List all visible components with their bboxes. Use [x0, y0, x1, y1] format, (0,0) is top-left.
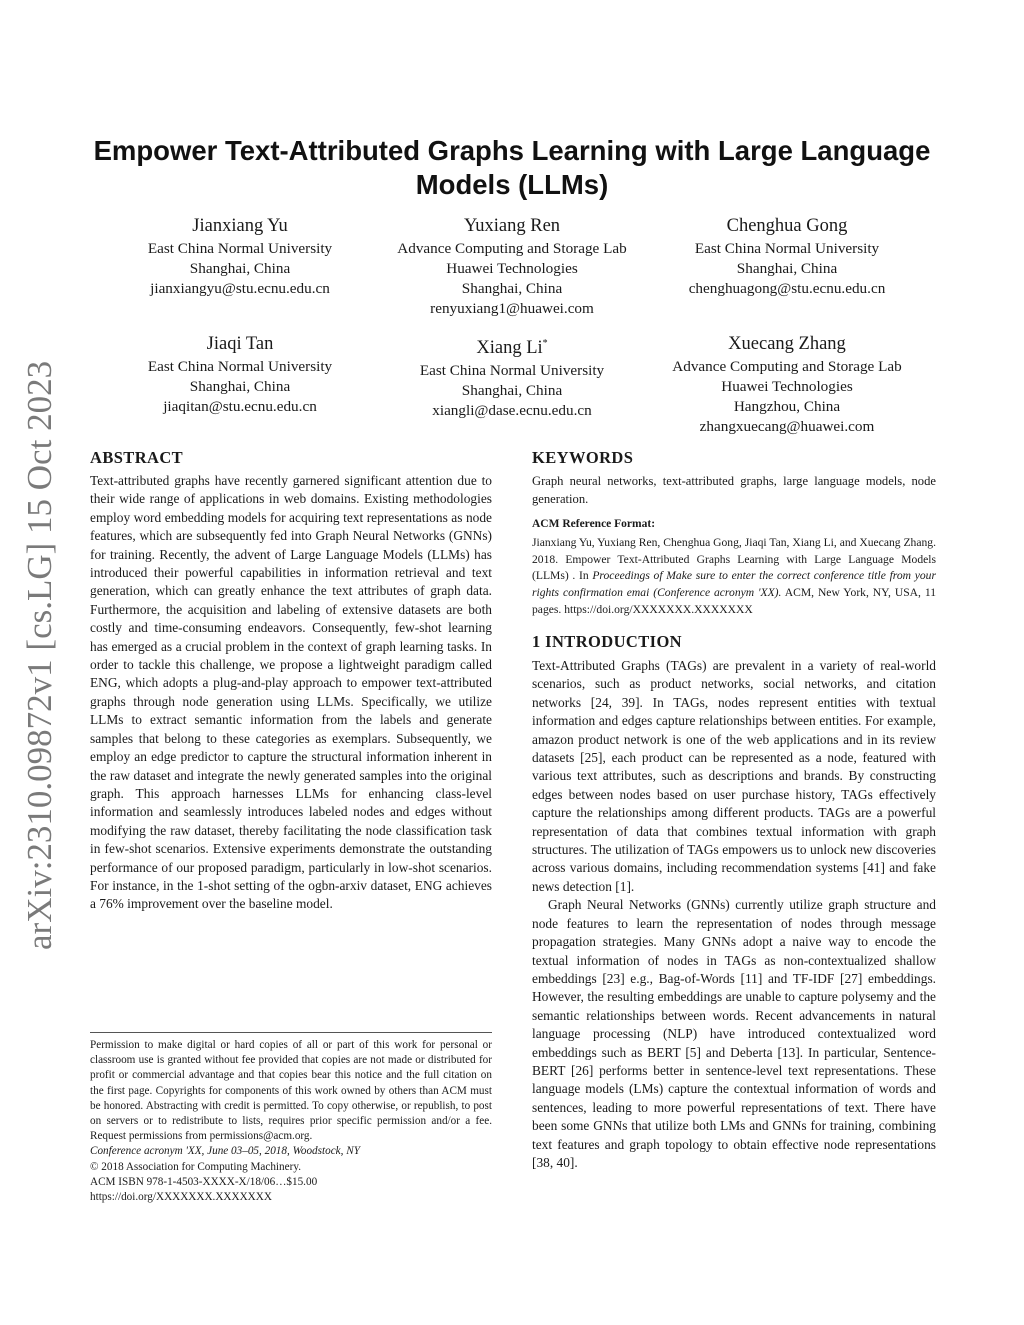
author-location: Shanghai, China — [461, 382, 563, 400]
acm-reference — [532, 516, 936, 619]
intro-paragraph: Graph Neural Networks (GNNs) currently utilize graph structure and node features to learn the representation of nodes through message propagation strategies. Many GNNs adopt a naive way to encode the textual information of nodes in TAGs as non-contextualized shallow embeddings [23] e.g., Bag-of-Words [11] and TF-IDF [27] embeddings. However, the resulting embeddings are unable to capture polysemy and the semantic relationships between words. Recent advancements in natural language processing (NLP) have introduced contextualized word embeddings such as BERT [5] and Deberta [13]. In particular, Sentence-BERT [26] performs better in sentence-level text representations. These language models (LMs) capture the contextual information of words and sentences, leading to more powerful representations of text. There have been some GNNs that utilize both LMs and GNNs for training, combining text features and graph topology to obtain effective node representations [38, 40]. — [532, 897, 936, 1170]
author-email[interactable]: renyuxiang1@huawei.com — [430, 300, 594, 317]
abstract-text — [90, 472, 492, 914]
intro-paragraph: Text-Attributed Graphs (TAGs) are prevalent in a variety of real-world scenarios, such as product networks, social networks, and citation networks [24, 39]. In TAGs, nodes represent entities with textual information and edges capture relationships between entities. For example, amazon product network is one of the web applications and in its review datasets [25], each product can be represented as a node, featured with various text attributes, such as descriptions and brands. By constructing edges between nodes based on user purchase history, TAGs effectively capture the relationships among different products. TAGs are a powerful representation of data that combines textual information with graph structures. The utilization of TAGs empowers us to unlock new discoveries across various domains, including recommendation systems [41] and fake news detection [1]. — [532, 658, 936, 894]
author-affiliation: Advance Computing and Storage Lab — [397, 240, 627, 257]
permission-text: Permission to make digital or hard copies of all or part of this work for personal or classroom use is granted without fee provided that copies are not made or distributed for profit or commercial advantage and that copies bear this notice and the full citation on the first page. Copyrights for components of this work owned by others than ACM must be honored. Abstracting with credit is permitted. To copy otherwise, or republish, to post on servers or to redistribute to lists, requires prior specific permission and/or a fee. Request permissions from permissions@acm.org. — [90, 1039, 492, 1143]
keywords-heading: KEYWORDS — [532, 448, 634, 467]
author-email[interactable]: jianxiangyu@stu.ecnu.edu.cn — [150, 280, 330, 297]
author-name: Chenghua Gong — [726, 216, 848, 236]
author-affiliation: Advance Computing and Storage Lab — [672, 358, 902, 375]
author-block — [110, 332, 370, 417]
author-location: Shanghai, China — [189, 260, 291, 277]
copyright-line: © 2018 Association for Computing Machinery. — [90, 1160, 301, 1173]
author-email[interactable]: jiaqitan@stu.ecnu.edu.cn — [163, 398, 317, 415]
doi-link[interactable]: https://doi.org/XXXXXXX.XXXXXXX — [90, 1191, 272, 1204]
paper-title: Empower Text-Attributed Graphs Learning with Large Language Models (LLMs) — [93, 135, 931, 200]
author-block — [110, 214, 370, 299]
conference-line: Conference acronym 'XX, June 03–05, 2018, Woodstock, NY — [90, 1145, 360, 1158]
author-affiliation: East China Normal University — [694, 240, 880, 257]
author-location: Shanghai, China — [736, 260, 838, 277]
arxiv-id: arXiv:2310.09872v1 [cs.LG] 15 Oct 2023 — [20, 360, 59, 950]
acm-reference-venue: Proceedings of Make sure to enter the correct conference title from your rights confirmation emai (Conference acronym 'XX). — [532, 569, 936, 600]
isbn-line: ACM ISBN 978-1-4503-XXXX-X/18/06…$15.00 — [90, 1175, 318, 1188]
author-block — [372, 214, 652, 319]
author-location: Shanghai, China — [189, 378, 291, 395]
abstract-heading: ABSTRACT — [90, 448, 184, 467]
author-affiliation: East China Normal University — [147, 240, 333, 257]
author-location: Shanghai, China — [461, 280, 563, 297]
author-email[interactable]: chenghuagong@stu.ecnu.edu.cn — [688, 280, 886, 297]
keywords-text — [532, 472, 936, 508]
author-block — [652, 214, 922, 299]
abstract-paragraph: Text-attributed graphs have recently garnered significant attention due to their wide range of applications in web domains. Existing methodologies employ word embedding models for acquiring text representations as node features, which are subsequently fed into Graph Neural Networks (GNNs) for training. Recently, the advent of Large Language Models (LLMs) has introduced their powerful capabilities in information retrieval and text generation, which can greatly enhance the text attributes of graph data. Furthermore, the acquisition and labeling of extensive datasets are both costly and time-consuming endeavors. Consequently, few-shot learning has emerged as a crucial problem in the context of graph learning tasks. In order to tackle this challenge, we propose a lightweight paradigm called ENG, which adopts a plug-and-play approach to empower text-attributed graphs through node generation using LLMs. Specifically, we utilize LLMs to extract semantic information from the labels and generate samples that belong to these categories as exemplars. Subsequently, we employ an edge predictor to capture the structural information inherent in the raw dataset and integrate the newly generated samples into the original graph. This approach harnesses LLMs for enhancing class-level information and seamlessly introduces labeled nodes and edges without modifying the raw dataset, thereby facilitating the node classification task in few-shot scenarios. Extensive experiments demonstrate the outstanding performance of our proposed paradigm, particularly in low-shot scenarios. For instance, in the 1-shot setting of the ogbn-arxiv dataset, ENG achieves a 76% improvement over the baseline model. — [90, 473, 492, 912]
footnote-divider — [90, 1032, 492, 1033]
introduction-heading: 1 INTRODUCTION — [532, 632, 682, 651]
permission-footnote — [90, 1038, 492, 1205]
corresponding-author-marker: * — [542, 338, 548, 349]
author-name: Xuecang Zhang — [728, 334, 846, 354]
author-location: Hangzhou, China — [733, 398, 841, 415]
author-email[interactable]: xiangli@dase.ecnu.edu.cn — [432, 402, 592, 420]
acm-reference-heading: ACM Reference Format: — [532, 518, 656, 530]
author-affiliation: East China Normal University — [147, 358, 333, 375]
author-name: Xiang Li* — [476, 338, 548, 359]
author-name: Yuxiang Ren — [463, 216, 561, 236]
author-block — [372, 332, 652, 421]
author-name: Jianxiang Yu — [192, 216, 288, 236]
keywords-paragraph: Graph neural networks, text-attributed graphs, large language models, node generation. — [532, 474, 936, 506]
author-org: Huawei Technologies — [446, 260, 578, 277]
author-email[interactable]: zhangxuecang@huawei.com — [699, 418, 875, 435]
author-name: Jiaqi Tan — [206, 334, 274, 354]
author-affiliation: East China Normal University — [419, 362, 605, 380]
author-org: Huawei Technologies — [721, 378, 853, 395]
author-block — [652, 332, 922, 437]
introduction-text — [532, 657, 936, 1172]
arxiv-stamp — [20, 350, 68, 950]
acm-reference-text: Jianxiang Yu, Yuxiang Ren, Chenghua Gong, Jiaqi Tan, Xiang Li, and Xuecang Zhang. 2018. Empower Text-Attributed Graphs Learning with Large Language Models (LLMs) . In Proceedings of Make sure to enter the correct conference title from your rights confirmation emai (Conference acronym 'XX). ACM, New York, NY, USA, 11 pages. https://doi.org/XXXXXXX.XXXXXXX — [532, 535, 936, 616]
